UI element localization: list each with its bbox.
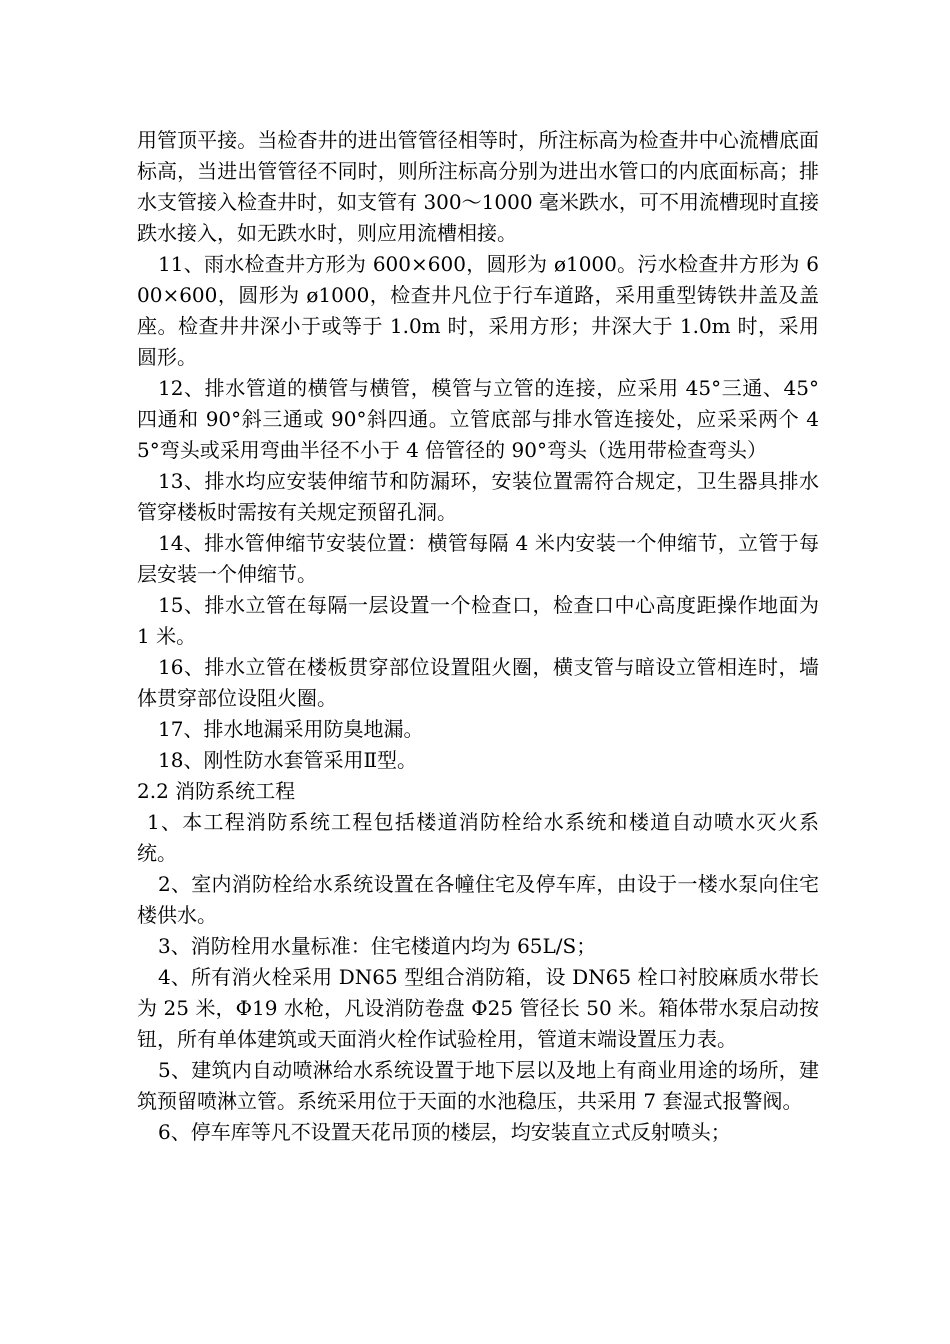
paragraph-fire-3: 3、消防栓用水量标准：住宅楼道内均为 65L/S； <box>158 934 597 958</box>
document-page <box>137 125 819 1148</box>
paragraph-fire-1: 1、本工程消防系统工程包括楼道消防栓给水系统和楼道自动喷水灭火系统。 <box>137 810 819 865</box>
paragraph-item-16: 16、排水立管在楼板贯穿部位设置阻火圈，横支管与暗设立管相连时，墙体贯穿部位设阻火圈。 <box>137 655 819 710</box>
paragraph-fire-4: 4、所有消火栓采用 DN65 型组合消防箱，设 DN65 栓口衬胶麻质水带长为 25 米，Φ19 水枪，凡设消防卷盘 Φ25 管径长 50 米。箱体带水泵启动按钮，所有单体建筑或天面消火栓作试验栓用，管道末端设置压力表。 <box>137 965 819 1051</box>
paragraph-item-13: 13、排水均应安装伸缩节和防漏环，安装位置需符合规定，卫生器具排水管穿楼板时需按有关规定预留孔洞。 <box>137 469 819 524</box>
paragraph-item-18: 18、刚性防水套管采用Ⅱ型。 <box>158 748 418 772</box>
paragraph-item-17: 17、排水地漏采用防臭地漏。 <box>158 717 424 741</box>
paragraph-continuation: 用管顶平接。当检杳井的进出管管径相等时，所注标高为检查井中心流槽底面标高，当进出管管径不同时，则所注标高分别为进出水管口的内底面标高；排水支管接入检查井时，如支管有 300～1000 毫米跌水，可不用流槽现时直接跌水接入，如无跌水时，则应用流槽相接。 <box>137 128 819 245</box>
paragraph-item-15: 15、排水立管在每隔一层设置一个检查口，检查口中心高度距操作地面为 1 米。 <box>137 593 819 648</box>
paragraph-item-12: 12、排水管道的横管与横管，模管与立管的连接，应采用 45°三通、45°四通和 90°斜三通或 90°斜四通。立管底部与排水管连接处，应采采两个 45°弯头或采用弯曲半径不小于 4 倍管径的 90°弯头（选用带检查弯头） <box>137 376 819 462</box>
paragraph-item-14: 14、排水管伸缩节安装位置：横管每隔 4 米内安装一个伸缩节，立管于每层安装一个伸缩节。 <box>137 531 819 586</box>
paragraph-fire-5: 5、建筑内自动喷淋给水系统设置于地下层以及地上有商业用途的场所，建筑预留喷淋立管。系统采用位于天面的水池稳压，共采用 7 套湿式报警阀。 <box>137 1058 819 1113</box>
paragraph-fire-2: 2、室内消防栓给水系统设置在各幢住宅及停车库，由设于一楼水泵向住宅楼供水。 <box>137 872 819 927</box>
paragraph-item-11: 11、雨水检查井方形为 600×600，圆形为 ø1000。污水检查井方形为 600×600，圆形为 ø1000，检查井凡位于行车道路，采用重型铸铁井盖及盖座。检查井井深小于或等于 1.0m 时，采用方形；井深大于 1.0m 时，采用圆形。 <box>137 252 819 369</box>
paragraph-fire-6: 6、停车库等凡不设置天花吊顶的楼层，均安装直立式反射喷头； <box>158 1120 731 1144</box>
section-heading: 2.2 消防系统工程 <box>137 779 296 803</box>
